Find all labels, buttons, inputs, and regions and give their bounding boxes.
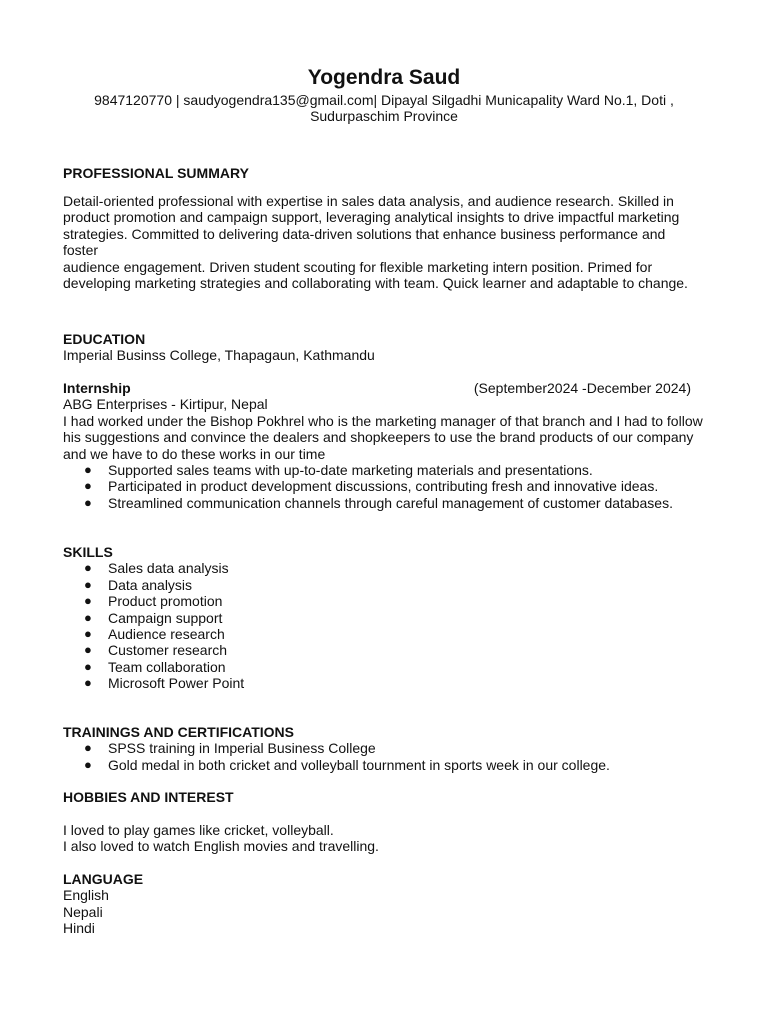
bullet-icon: ●	[84, 478, 92, 494]
bullet-icon: ●	[84, 494, 92, 510]
internship-company: ABG Enterprises - Kirtipur, Nepal	[63, 396, 268, 413]
internship-desc-line: and we have to do these works in our time	[63, 445, 326, 462]
hobby-line: I also loved to watch English movies and travelling.	[63, 838, 379, 855]
section-heading: HOBBIES AND INTEREST	[63, 789, 234, 805]
bullet-icon: ●	[84, 675, 92, 691]
bullet-icon: ●	[84, 658, 92, 674]
bullet-icon: ●	[84, 593, 92, 609]
trainings-section	[63, 724, 703, 773]
list-item: ● Data analysis	[84, 576, 193, 593]
internship-bullets	[63, 462, 703, 511]
summary-line: Detail-oriented professional with expertise in sales data analysis, and audience research. Skilled in	[63, 193, 674, 209]
bullet-icon: ●	[84, 626, 92, 642]
section-heading: SKILLS	[63, 544, 113, 560]
section-heading: LANGUAGE	[63, 871, 144, 887]
bullet-icon: ●	[84, 756, 92, 772]
internship-desc-line: his suggestions and convince the dealers and shopkeepers to use the brand products of our company	[63, 429, 694, 446]
internship-desc-line: I had worked under the Bishop Pokhrel who is the marketing manager of that branch and I had to follow	[63, 412, 703, 429]
skills-list	[63, 560, 703, 691]
section-heading: EDUCATION	[63, 331, 146, 347]
bullet-icon: ●	[84, 740, 92, 756]
list-item: ● Product promotion	[84, 593, 223, 610]
internship-section	[63, 380, 703, 511]
trainings-list	[63, 740, 703, 773]
summary-line: product promotion and campaign support, leveraging analytical insights to drive impactful marketing	[63, 209, 680, 226]
language-item: Nepali	[63, 903, 103, 920]
internship-title: Internship	[63, 380, 131, 396]
list-item: ● Audience research	[84, 626, 225, 643]
list-item: ● SPSS training in Imperial Business College	[84, 740, 376, 757]
list-item: ● Streamlined communication channels through careful management of customer databases.	[84, 494, 673, 511]
bullet-icon: ●	[84, 642, 92, 658]
section-heading: PROFESSIONAL SUMMARY	[63, 165, 249, 181]
list-item: ● Team collaboration	[84, 658, 226, 675]
education-school: Imperial Businss College, Thapagaun, Kathmandu	[63, 347, 375, 364]
hobbies-section	[63, 789, 703, 805]
candidate-name: Yogendra Saud	[307, 66, 461, 89]
language-item: Hindi	[63, 920, 95, 937]
bullet-icon: ●	[84, 462, 92, 478]
summary-line: audience engagement. Driven student scouting for flexible marketing intern position. Primed for	[63, 258, 653, 275]
contact-line: 9847120770 | saudyogendra135@gmail.com| Dipayal Silgadhi Municapality Ward No.1, Doti ,	[94, 92, 674, 108]
internship-header	[63, 380, 691, 396]
list-item: ● Sales data analysis	[84, 560, 229, 577]
summary-line: strategies. Committed to delivering data-driven solutions that enhance business performance and foster	[63, 225, 666, 259]
internship-dates: (September2024 -December 2024)	[473, 380, 691, 396]
language-section	[63, 871, 703, 937]
language-item: English	[63, 887, 109, 904]
summary-section	[63, 165, 703, 181]
summary-text	[63, 193, 703, 291]
list-item: ● Participated in product development discussions, contributing fresh and innovative ideas.	[84, 478, 659, 495]
list-item: ● Gold medal in both cricket and volleyball tournment in sports week in our college.	[84, 756, 610, 773]
bullet-icon: ●	[84, 576, 92, 592]
section-heading: TRAININGS AND CERTIFICATIONS	[63, 724, 294, 740]
bullet-icon: ●	[84, 560, 92, 576]
list-item: ● Microsoft Power Point	[84, 675, 245, 692]
hobby-line: I loved to play games like cricket, volleyball.	[63, 822, 334, 838]
contact-line: Sudurpaschim Province	[310, 108, 458, 125]
bullet-icon: ●	[84, 609, 92, 625]
list-item: ● Supported sales teams with up-to-date marketing materials and presentations.	[84, 462, 593, 479]
hobbies-text	[63, 822, 703, 855]
list-item: ● Customer research	[84, 642, 228, 659]
skills-section	[63, 544, 703, 692]
contact-info	[60, 92, 708, 125]
summary-line: developing marketing strategies and collaborating with team. Quick learner and adaptable to change.	[63, 275, 688, 292]
list-item: ● Campaign support	[84, 609, 223, 626]
education-section	[63, 331, 703, 364]
